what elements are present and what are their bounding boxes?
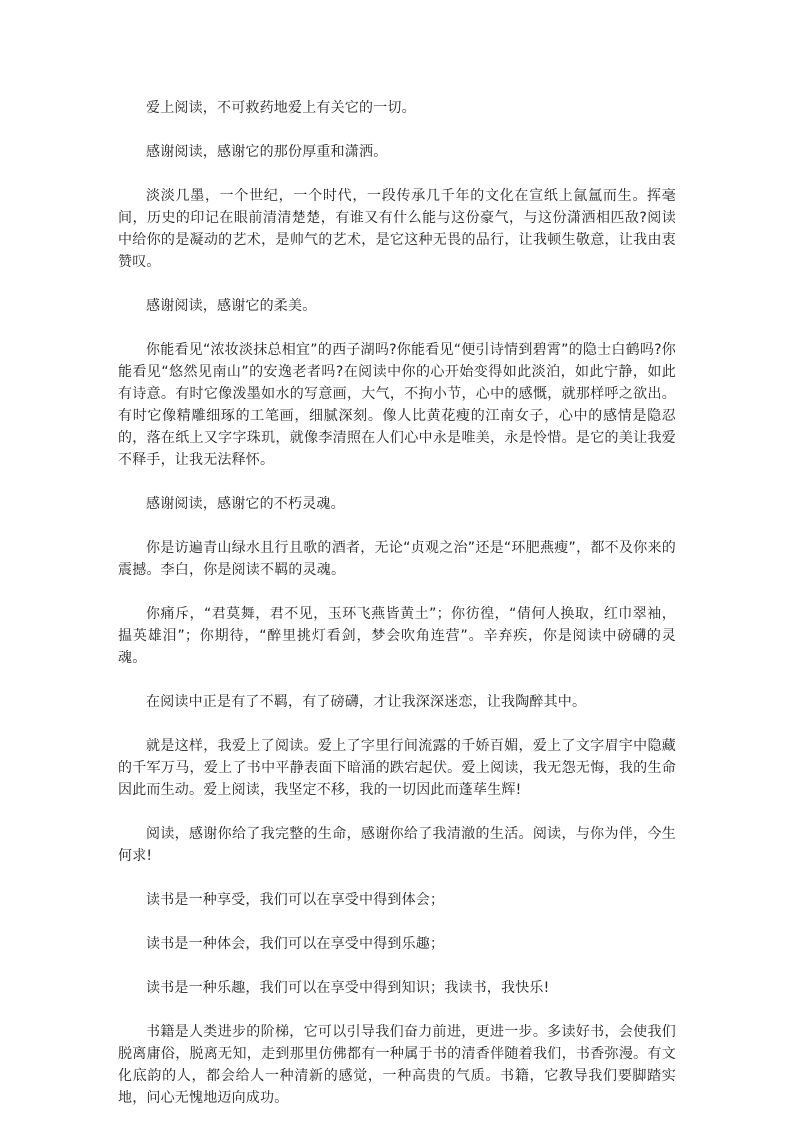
paragraph-4: 感谢阅读，感谢它的柔美。 xyxy=(146,298,317,314)
paragraph-3: 淡淡几墨，一个世纪，一个时代，一段传承几千年的文化在宣纸上氤氲而生。挥毫间，历史的印记在眼前清清楚楚，有谁又有什么能与这份豪气，与这份潇洒相匹敌?阅读中给你的是凝动的艺术，是帅气的艺术，是它这种无畏的品行，让我顿生敬意，让我由衷赞叹。 xyxy=(118,188,676,270)
paragraph-15: 书籍是人类进步的阶梯，它可以引导我们奋力前进，更进一步。多读好书，会使我们脱离庸俗，脱离无知，走到那里仿佛都有一种属于书的清香伴随着我们，书香弥漫。有文化底韵的人，都会给人一种清新的感觉，一种高贵的气质。书籍，它教导我们要脚踏实地，问心无愧地迈向成功。 xyxy=(118,1024,676,1106)
paragraph-6: 感谢阅读，感谢它的不朽灵魂。 xyxy=(146,496,345,512)
paragraph-5: 你能看见“浓妆淡抹总相宜”的西子湖吗?你能看见“便引诗情到碧霄”的隐士白鹤吗?你能看见“悠然见南山”的安逸老者吗?在阅读中你的心开始变得如此淡泊，如此宁静，如此有诗意。有时它像泼墨如水的写意画，大气，不拘小节，心中的感慨，就那样呼之欲出。有时它像精雕细琢的工笔画，细腻深刻。像人比黄花瘦的江南女子，心中的感情是隐忍的，落在纸上又字字珠玑，就像李清照在人们心中永是唯美，永是怜惜。是它的美让我爱不释手，让我无法释怀。 xyxy=(118,342,676,468)
paragraph-8: 你痛斥，“君莫舞，君不见，玉环飞燕皆黄土”；你彷徨，“倩何人换取，红巾翠袖，揾英雄泪”；你期待，“醉里挑灯看剑，梦会吹角连营”。辛弃疾，你是阅读中磅礴的灵魂。 xyxy=(118,606,676,666)
paragraph-11: 阅读，感谢你给了我完整的生命，感谢你给了我清澈的生活。阅读，与你为伴，今生何求! xyxy=(118,826,676,864)
paragraph-14: 读书是一种乐趣，我们可以在享受中得到知识；我读书，我快乐! xyxy=(146,980,550,996)
paragraph-12: 读书是一种享受，我们可以在享受中得到体会； xyxy=(146,892,445,908)
paragraph-9: 在阅读中正是有了不羁，有了磅礴，才让我深深迷恋，让我陶醉其中。 xyxy=(146,694,587,710)
paragraph-13: 读书是一种体会，我们可以在享受中得到乐趣； xyxy=(146,936,445,952)
paragraph-7: 你是访遍青山绿水且行且歌的酒者，无论“贞观之治”还是“环肥燕瘦”，都不及你来的震撼。李白，你是阅读不羁的灵魂。 xyxy=(118,540,676,578)
paragraph-1: 爱上阅读，不可救药地爱上有关它的一切。 xyxy=(146,100,416,116)
paragraph-2: 感谢阅读，感谢它的那份厚重和潇洒。 xyxy=(146,144,388,160)
document-body xyxy=(118,97,676,1109)
paragraph-10: 就是这样，我爱上了阅读。爱上了字里行间流露的千娇百媚，爱上了文字眉宇中隐藏的千军万马，爱上了书中平静表面下暗涌的跌宕起伏。爱上阅读，我无怨无悔，我的生命因此而生动。爱上阅读，我坚定不移，我的一切因此而蓬荜生辉! xyxy=(118,738,676,798)
